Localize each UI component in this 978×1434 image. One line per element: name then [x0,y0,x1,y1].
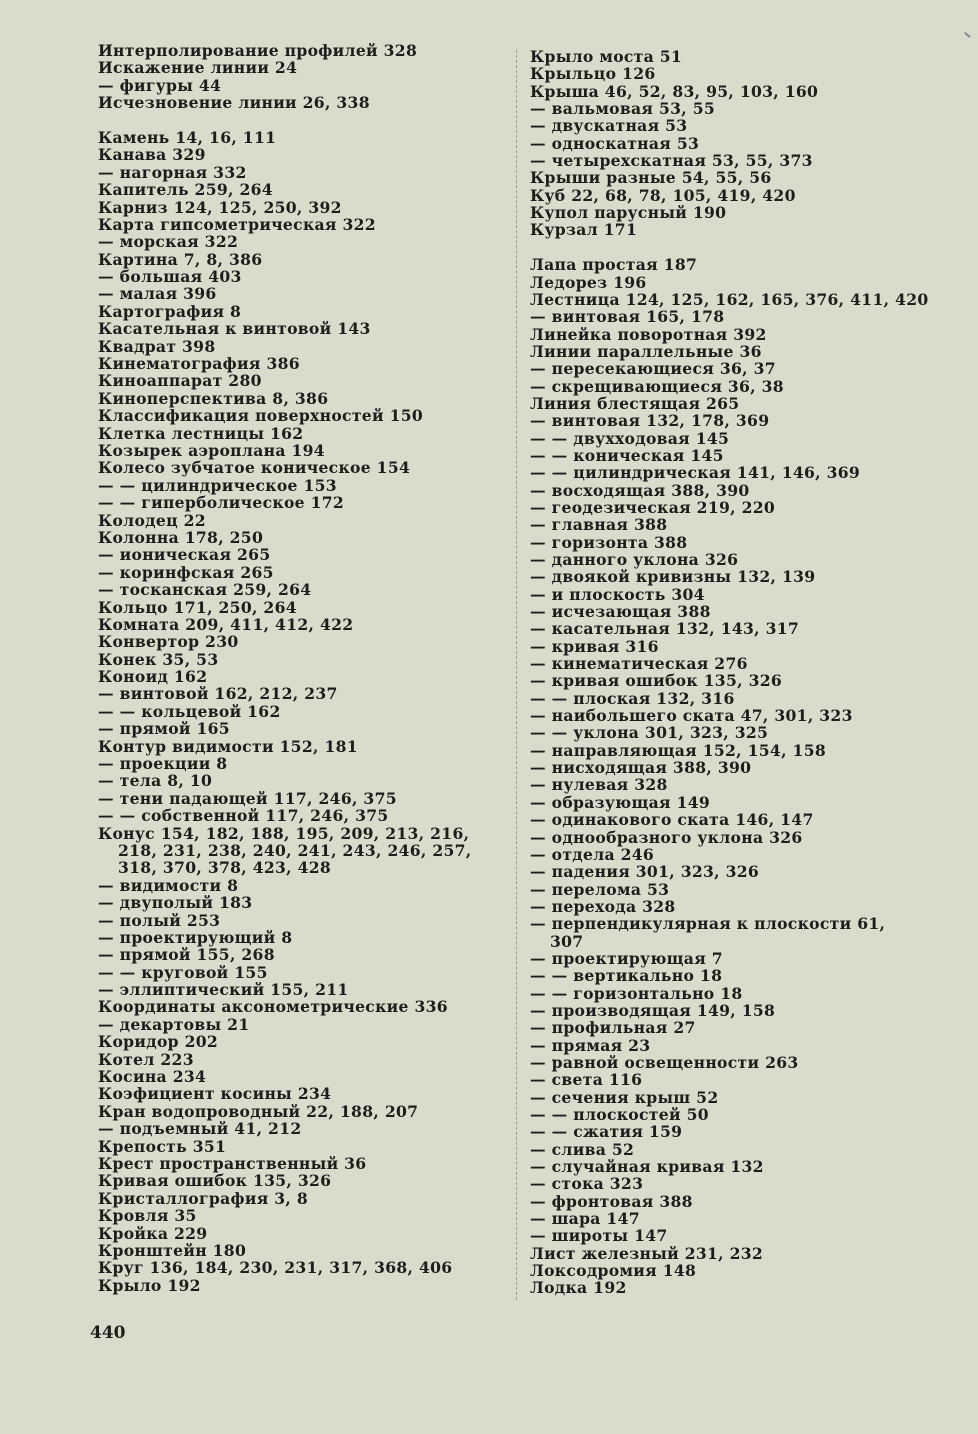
index-entry: Координаты аксонометрические 336 [98,997,448,1017]
index-entry: Карниз 124, 125, 250, 392 [98,197,342,217]
index-entry: — малая 396 [98,284,217,304]
index-entry: — проекции 8 [98,754,228,774]
index-entry: Кройка 229 [98,1223,208,1243]
index-entry: Кинематография 386 [98,354,300,374]
index-entry: — морская 322 [98,232,239,252]
index-entry: Крест пространственный 36 [98,1154,367,1173]
index-entry: — скрещивающиеся 36, 38 [530,376,784,396]
index-entry: Лодка 192 [530,1278,627,1298]
index-entry: — вальмовая 53, 55 [530,99,716,119]
index-entry: — горизонта 388 [530,532,688,552]
index-gap [530,239,950,256]
index-gap [98,112,498,129]
index-entry: — стока 323 [530,1174,644,1194]
index-entry: Картография 8 [98,301,242,321]
index-entry: — тосканская 259, 264 [98,580,312,600]
index-entry: — одинакового ската 146, 147 [530,810,814,830]
index-entry: Канава 329 [98,145,206,165]
index-entry: Интерполирование профилей 328 [98,41,418,60]
index-entry: — тела 8, 10 [98,771,213,791]
index-entry: 307 [550,931,584,951]
index-entry: — отдела 246 [530,844,655,864]
index-entry: — полый 253 [98,910,221,930]
index-entry: Колесо зубчатое коническое 154 [98,458,411,478]
index-entry: Круг 136, 184, 230, 231, 317, 368, 406 [98,1258,453,1278]
index-entry: — тени падающей 117, 246, 375 [98,788,397,808]
index-entry: — образующая 149 [530,792,711,812]
index-entry: — восходящая 388, 390 [530,480,750,500]
index-entry: — пересекающиеся 36, 37 [530,359,776,379]
index-entry: — нагорная 332 [98,162,247,182]
index-entry: — четырехскатная 53, 55, 373 [530,151,813,171]
index-entry: — кривая 316 [530,636,659,656]
index-entry: — шара 147 [530,1209,640,1229]
index-entry: Котел 223 [98,1049,194,1069]
index-entry: — — двухходовая 145 [530,428,730,448]
index-entry: Крыльцо 126 [530,64,656,84]
index-entry: — ионическая 265 [98,545,271,565]
index-entry: — широты 147 [530,1226,668,1246]
index-entry: — — гиперболическое 172 [98,493,345,513]
index-entry: — проектирующий 8 [98,927,293,947]
index-entry: — винтовой 162, 212, 237 [98,684,338,704]
index-entry: — двуполый 183 [98,893,253,913]
index-entry: — винтовая 132, 178, 369 [530,411,770,431]
index-entry: — большая 403 [98,267,242,287]
index-entry: — — плоскостей 50 [530,1105,709,1125]
index-entry: — двускатная 53 [530,116,688,136]
index-entry: — — цилиндрическое 153 [98,475,337,495]
index-entry: Кровля 35 [98,1206,197,1226]
index-entry: Киноаппарат 280 [98,371,262,391]
index-entry: — света 116 [530,1070,643,1090]
index-entry: Квадрат 398 [98,336,216,356]
index-entry: 318, 370, 378, 423, 428 [118,858,332,878]
index-entry: — производящая 149, 158 [530,1000,776,1020]
index-entry: Исчезновение линии 26, 338 [98,93,370,113]
index-entry: — случайная кривая 132 [530,1157,764,1177]
index-entry: Лапа простая 187 [530,255,698,275]
index-entry: Конек 35, 53 [98,649,219,669]
index-entry: — фигуры 44 [98,75,222,95]
index-entry: — кривая ошибок 135, 326 [530,671,783,691]
index-entry: — главная 388 [530,515,668,535]
index-entry: — декартовы 21 [98,1014,250,1034]
index-entry: — геодезическая 219, 220 [530,497,776,517]
index-entry: — профильная 27 [530,1018,696,1038]
index-entry: Киноперспектива 8, 386 [98,388,329,408]
index-entry: — — цилиндрическая 141, 146, 369 [530,463,861,483]
index-entry: 218, 231, 238, 240, 241, 243, 246, 257, [118,840,472,860]
index-entry: Линии параллельные 36 [530,341,762,361]
index-entry: — перпендикулярная к плоскости 61, [530,914,886,934]
index-entry: Кристаллография 3, 8 [98,1188,309,1208]
index-entry: — прямой 155, 268 [98,945,275,965]
index-entry: — видимости 8 [98,875,239,895]
index-entry: — проектирующая 7 [530,948,723,968]
index-entry: Комната 209, 411, 412, 422 [98,614,354,634]
index-entry: — исчезающая 388 [530,602,711,622]
index-entry: — — собственной 117, 246, 375 [98,806,389,826]
index-entry: Карта гипсометрическая 322 [98,214,376,234]
index-entry: — — вертикально 18 [530,966,723,986]
index-entry: Колонна 178, 250 [98,527,264,547]
index-entry: — слива 52 [530,1139,635,1159]
index-entry: Колодец 22 [98,510,206,530]
index-entry: — — горизонтально 18 [530,983,743,1003]
index-entry: Капитель 259, 264 [98,180,273,200]
index-entry: Линейка поворотная 392 [530,324,767,344]
column-divider [516,50,518,1300]
index-entry: — коринфская 265 [98,562,274,582]
index-entry: — однообразного уклона 326 [530,827,803,847]
index-entry: Косина 234 [98,1067,207,1087]
index-entry: Кронштейн 180 [98,1240,247,1260]
index-entry: — кинематическая 276 [530,654,748,674]
index-entry: — прямая 23 [530,1035,651,1055]
index-entry: — односкатная 53 [530,133,700,153]
index-entry: Крыши разные 54, 55, 56 [530,168,772,188]
index-entry: Лист железный 231, 232 [530,1243,764,1263]
index-entry: — двоякой кривизны 132, 139 [530,567,816,587]
index-entry: Ледорез 196 [530,272,647,292]
index-entry: — падения 301, 323, 326 [530,862,760,882]
index-column-left [98,42,498,1294]
index-entry: Картина 7, 8, 386 [98,249,263,269]
index-entry: Классификация поверхностей 150 [98,406,424,426]
index-entry: Кривая ошибок 135, 326 [98,1171,332,1191]
index-entry: Коноид 162 [98,667,208,687]
index-entry: — перехода 328 [530,896,676,916]
index-entry: — фронтовая 388 [530,1191,693,1211]
index-entry: — подъемный 41, 212 [98,1119,302,1139]
index-entry: Лестница 124, 125, 162, 165, 376, 411, 420 [530,289,929,309]
index-entry: Крыло моста 51 [530,47,683,66]
index-entry: Искажение линии 24 [98,58,298,78]
index-entry: — винтовая 165, 178 [530,307,725,327]
index-entry: Крыша 46, 52, 83, 95, 103, 160 [530,81,819,101]
index-entry: Курзал 171 [530,220,638,240]
index-entry: — эллиптический 155, 211 [98,980,349,1000]
index-entry: — — коническая 145 [530,445,724,465]
index-entry: — направляющая 152, 154, 158 [530,740,826,760]
index-entry: — — уклона 301, 323, 325 [530,723,769,743]
index-entry: — нулевая 328 [530,775,668,795]
index-entry: Касательная к винтовой 143 [98,319,371,339]
scan-mark [964,32,971,38]
index-entry: — — плоская 132, 316 [530,688,735,708]
index-entry: Кольцо 171, 250, 264 [98,597,297,617]
index-entry: Клетка лестницы 162 [98,423,304,443]
index-column-right [530,48,950,1297]
index-entry: Козырек аэроплана 194 [98,440,325,460]
index-entry: Кран водопроводный 22, 188, 207 [98,1101,419,1121]
index-entry: Конвертор 230 [98,632,239,652]
index-entry: — — сжатия 159 [530,1122,683,1142]
index-entry: — равной освещенности 263 [530,1052,799,1072]
index-entry: — перелома 53 [530,879,670,899]
page-number: 440 [90,1323,126,1343]
index-entry: — сечения крыш 52 [530,1087,719,1107]
index-entry: — касательная 132, 143, 317 [530,619,800,639]
index-entry: Коридор 202 [98,1032,219,1052]
index-entry: Камень 14, 16, 111 [98,127,277,147]
index-entry: Куб 22, 68, 78, 105, 419, 420 [530,185,796,205]
index-entry: — наибольшего ската 47, 301, 323 [530,706,853,726]
index-entry: Коэфициент косины 234 [98,1084,332,1104]
index-entry: Крыло 192 [98,1275,201,1295]
index-entry: Конус 154, 182, 188, 195, 209, 213, 216, [98,823,470,843]
index-entry: — и плоскость 304 [530,584,705,604]
index-entry: Контур видимости 152, 181 [98,736,358,756]
index-entry: — прямой 165 [98,719,230,739]
index-entry: Линия блестящая 265 [530,393,740,413]
index-entry: — данного уклона 326 [530,550,739,570]
index-entry: — нисходящая 388, 390 [530,758,752,778]
index-entry: Крепость 351 [98,1136,227,1156]
index-entry: Локсодромия 148 [530,1261,697,1281]
index-entry: Купол парусный 190 [530,203,727,223]
index-entry: — — кольцевой 162 [98,701,281,721]
index-entry: — — круговой 155 [98,962,268,982]
